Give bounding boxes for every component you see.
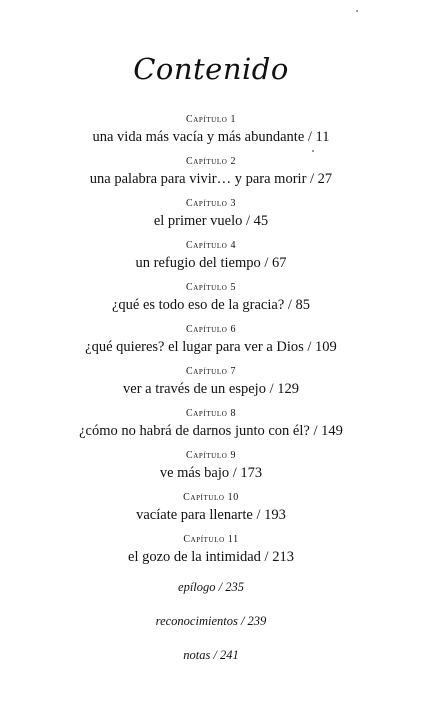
chapter-label: Capítulo 1: [185, 114, 237, 125]
chapter-title: vacíate para llenarte / 193: [136, 507, 286, 523]
toc-entry-chapter-10: [0, 491, 422, 533]
chapter-title: ve más bajo / 173: [159, 465, 263, 481]
page-title: Contenido: [133, 52, 289, 86]
chapter-title: ¿qué es todo eso de la gracia? / 85: [111, 297, 311, 313]
chapter-title: una vida más vacía y más abundante / 11: [92, 129, 330, 145]
chapter-label: Capítulo 7: [185, 366, 237, 377]
table-of-contents: [0, 113, 422, 575]
toc-entry-chapter-11: [0, 533, 422, 575]
chapter-label: Capítulo 11: [183, 534, 239, 545]
print-speck: [356, 10, 358, 12]
toc-entry-chapter-8: [0, 407, 422, 449]
chapter-label: Capítulo 5: [185, 282, 237, 293]
toc-entry-chapter-9: [0, 449, 422, 491]
chapter-title: un refugio del tiempo / 67: [135, 255, 287, 271]
chapter-title: ¿qué quieres? el lugar para ver a Dios / 109: [85, 339, 337, 355]
chapter-label: Capítulo 6: [185, 324, 237, 335]
chapter-label: Capítulo 2: [185, 156, 237, 167]
chapter-label: Capítulo 10: [183, 492, 239, 503]
chapter-title: ver a través de un espejo / 129: [123, 381, 299, 397]
chapter-title: el gozo de la intimidad / 213: [128, 549, 294, 565]
toc-entry-reconocimientos: reconocimientos / 239: [155, 614, 267, 628]
chapter-label: Capítulo 8: [185, 408, 237, 419]
toc-entry-epilogo: epílogo / 235: [178, 580, 244, 594]
toc-entry-chapter-7: [0, 365, 422, 407]
chapter-title: ¿cómo no habrá de darnos junto con él? / 149: [79, 423, 343, 439]
toc-entry-chapter-3: [0, 197, 422, 239]
toc-entry-chapter-6: [0, 323, 422, 365]
toc-entry-chapter-2: [0, 155, 422, 197]
toc-entry-chapter-5: [0, 281, 422, 323]
toc-entry-chapter-1: [0, 113, 422, 155]
chapter-label: Capítulo 9: [185, 450, 237, 461]
chapter-label: Capítulo 3: [185, 198, 237, 209]
chapter-title: el primer vuelo / 45: [153, 213, 269, 229]
toc-entry-notas: notas / 241: [183, 648, 239, 662]
toc-entry-chapter-4: [0, 239, 422, 281]
chapter-title: una palabra para vivir… y para morir / 27: [89, 171, 333, 187]
chapter-label: Capítulo 4: [185, 240, 237, 251]
